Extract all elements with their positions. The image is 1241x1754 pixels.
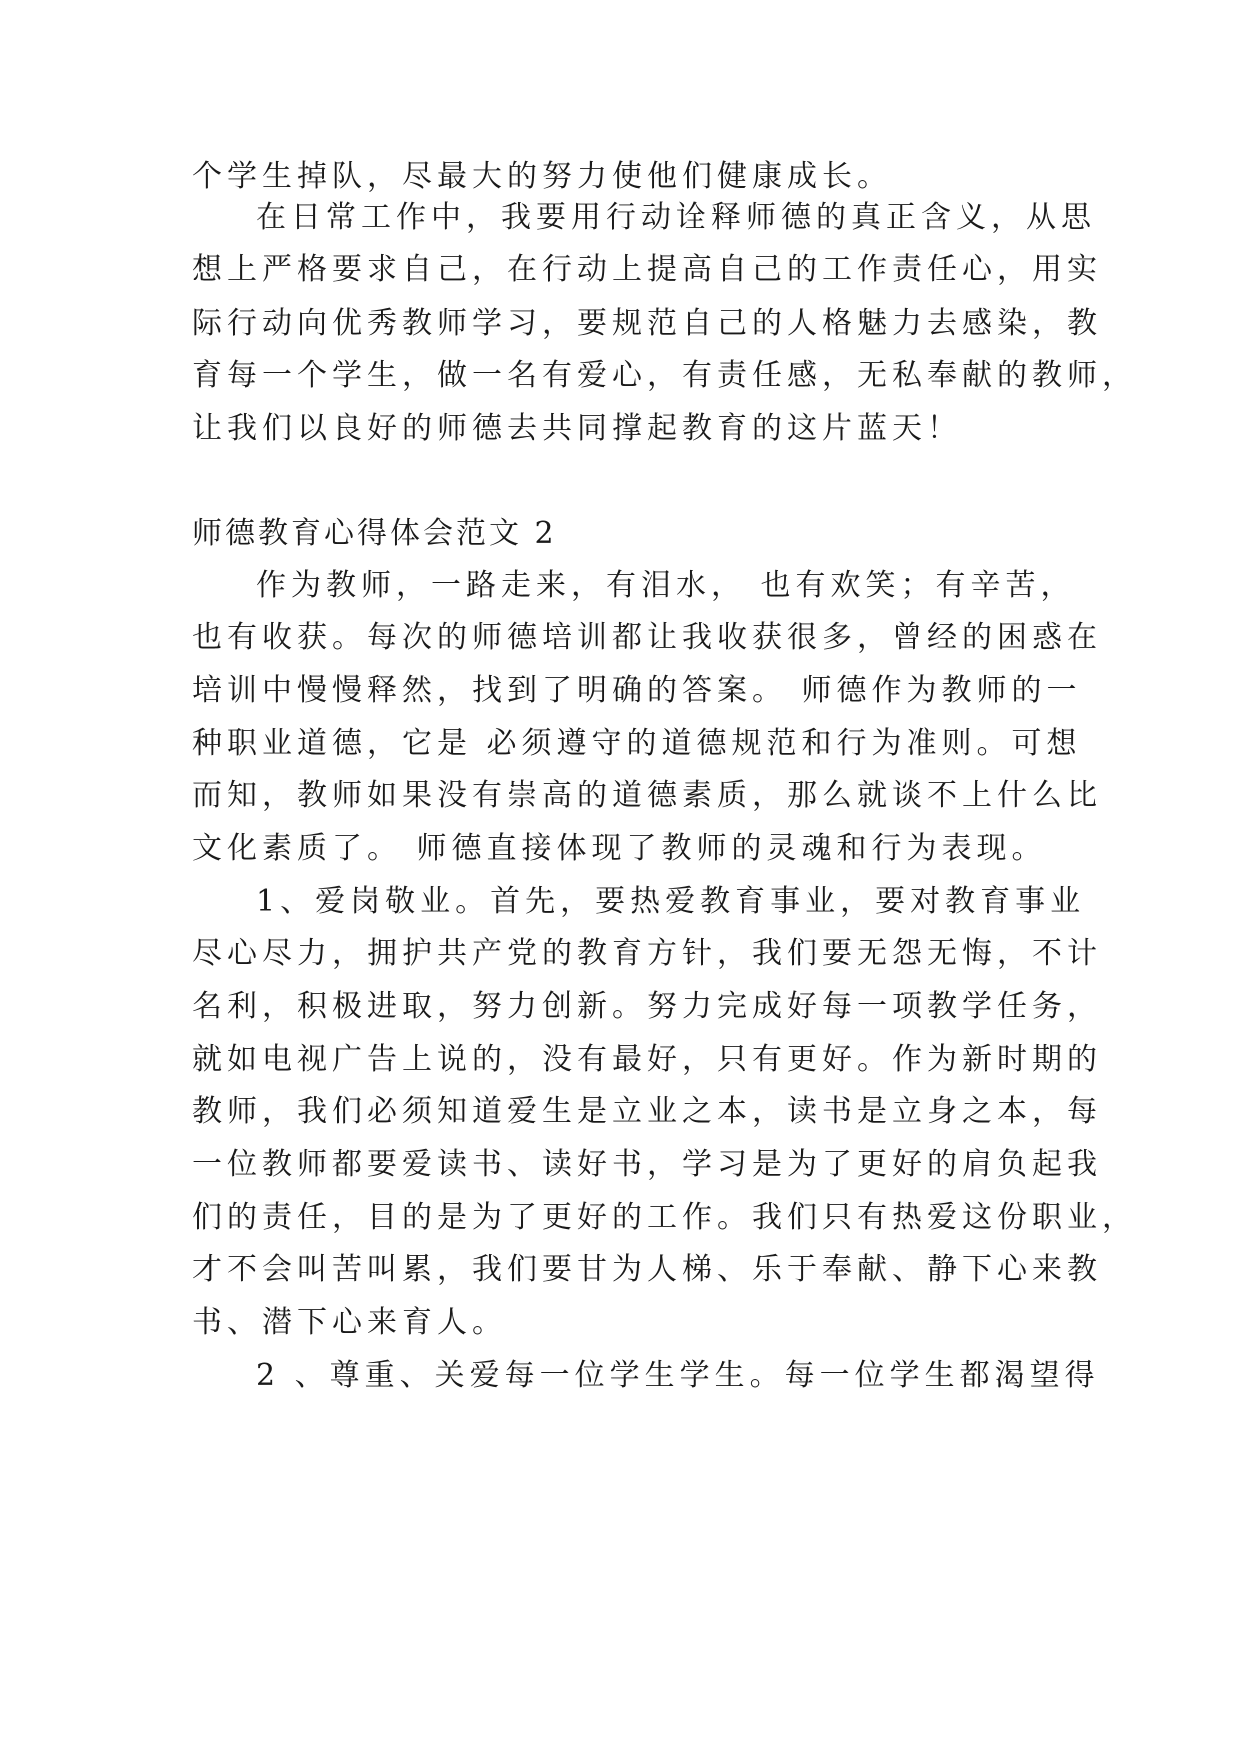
paragraph-line: 书、潜下心来育人。 — [192, 1305, 507, 1340]
paragraph-line: 也有收获。每次的师德培训都让我收获很多，曾经的困惑在 — [192, 620, 1102, 655]
paragraph-line: 一位教师都要爱读书、读好书，学习是为了更好的肩负起我 — [192, 1147, 1102, 1182]
section-title: 师德教育心得体会范文 2 — [192, 516, 557, 551]
paragraph-line: 2 、尊重、关爱每一位学生学生。每一位学生都渴望得 — [256, 1358, 1100, 1393]
paragraph-line: 育每一个学生，做一名有爱心，有责任感，无私奉献的教师， — [192, 358, 1137, 393]
paragraph-line: 培训中慢慢释然，找到了明确的答案。 师德作为教师的一 — [192, 673, 1082, 708]
paragraph-line: 名利，积极进取，努力创新。努力完成好每一项教学任务， — [192, 989, 1102, 1024]
paragraph-line: 就如电视广告上说的，没有最好，只有更好。作为新时期的 — [192, 1042, 1102, 1077]
paragraph-line: 在日常工作中，我要用行动诠释师德的真正含义，从思 — [256, 200, 1096, 235]
paragraph-line: 想上严格要求自己，在行动上提高自己的工作责任心，用实 — [192, 252, 1102, 287]
paragraph-line: 们的责任，目的是为了更好的工作。我们只有热爱这份职业， — [192, 1200, 1137, 1235]
paragraph-line: 让我们以良好的师德去共同撑起教育的这片蓝天！ — [192, 411, 962, 446]
paragraph-line: 作为教师，一路走来，有泪水， 也有欢笑；有辛苦， — [256, 568, 1076, 603]
paragraph-line: 尽心尽力，拥护共产党的教育方针，我们要无怨无悔，不计 — [192, 936, 1102, 971]
paragraph-line: 而知，教师如果没有崇高的道德素质，那么就谈不上什么比 — [192, 778, 1102, 813]
paragraph-line: 才不会叫苦叫累，我们要甘为人梯、乐于奉献、静下心来教 — [192, 1252, 1102, 1287]
paragraph-line: 文化素质了。 师德直接体现了教师的灵魂和行为表现。 — [192, 831, 1047, 866]
paragraph-line: 个学生掉队，尽最大的努力使他们健康成长。 — [192, 159, 892, 194]
paragraph-line: 教师，我们必须知道爱生是立业之本，读书是立身之本，每 — [192, 1094, 1102, 1129]
paragraph-line: 1、爱岗敬业。首先，要热爱教育事业，要对教育事业 — [256, 884, 1086, 919]
paragraph-line: 际行动向优秀教师学习，要规范自己的人格魅力去感染，教 — [192, 306, 1102, 341]
paragraph-line: 种职业道德，它是 必须遵守的道德规范和行为准则。可想 — [192, 726, 1082, 761]
